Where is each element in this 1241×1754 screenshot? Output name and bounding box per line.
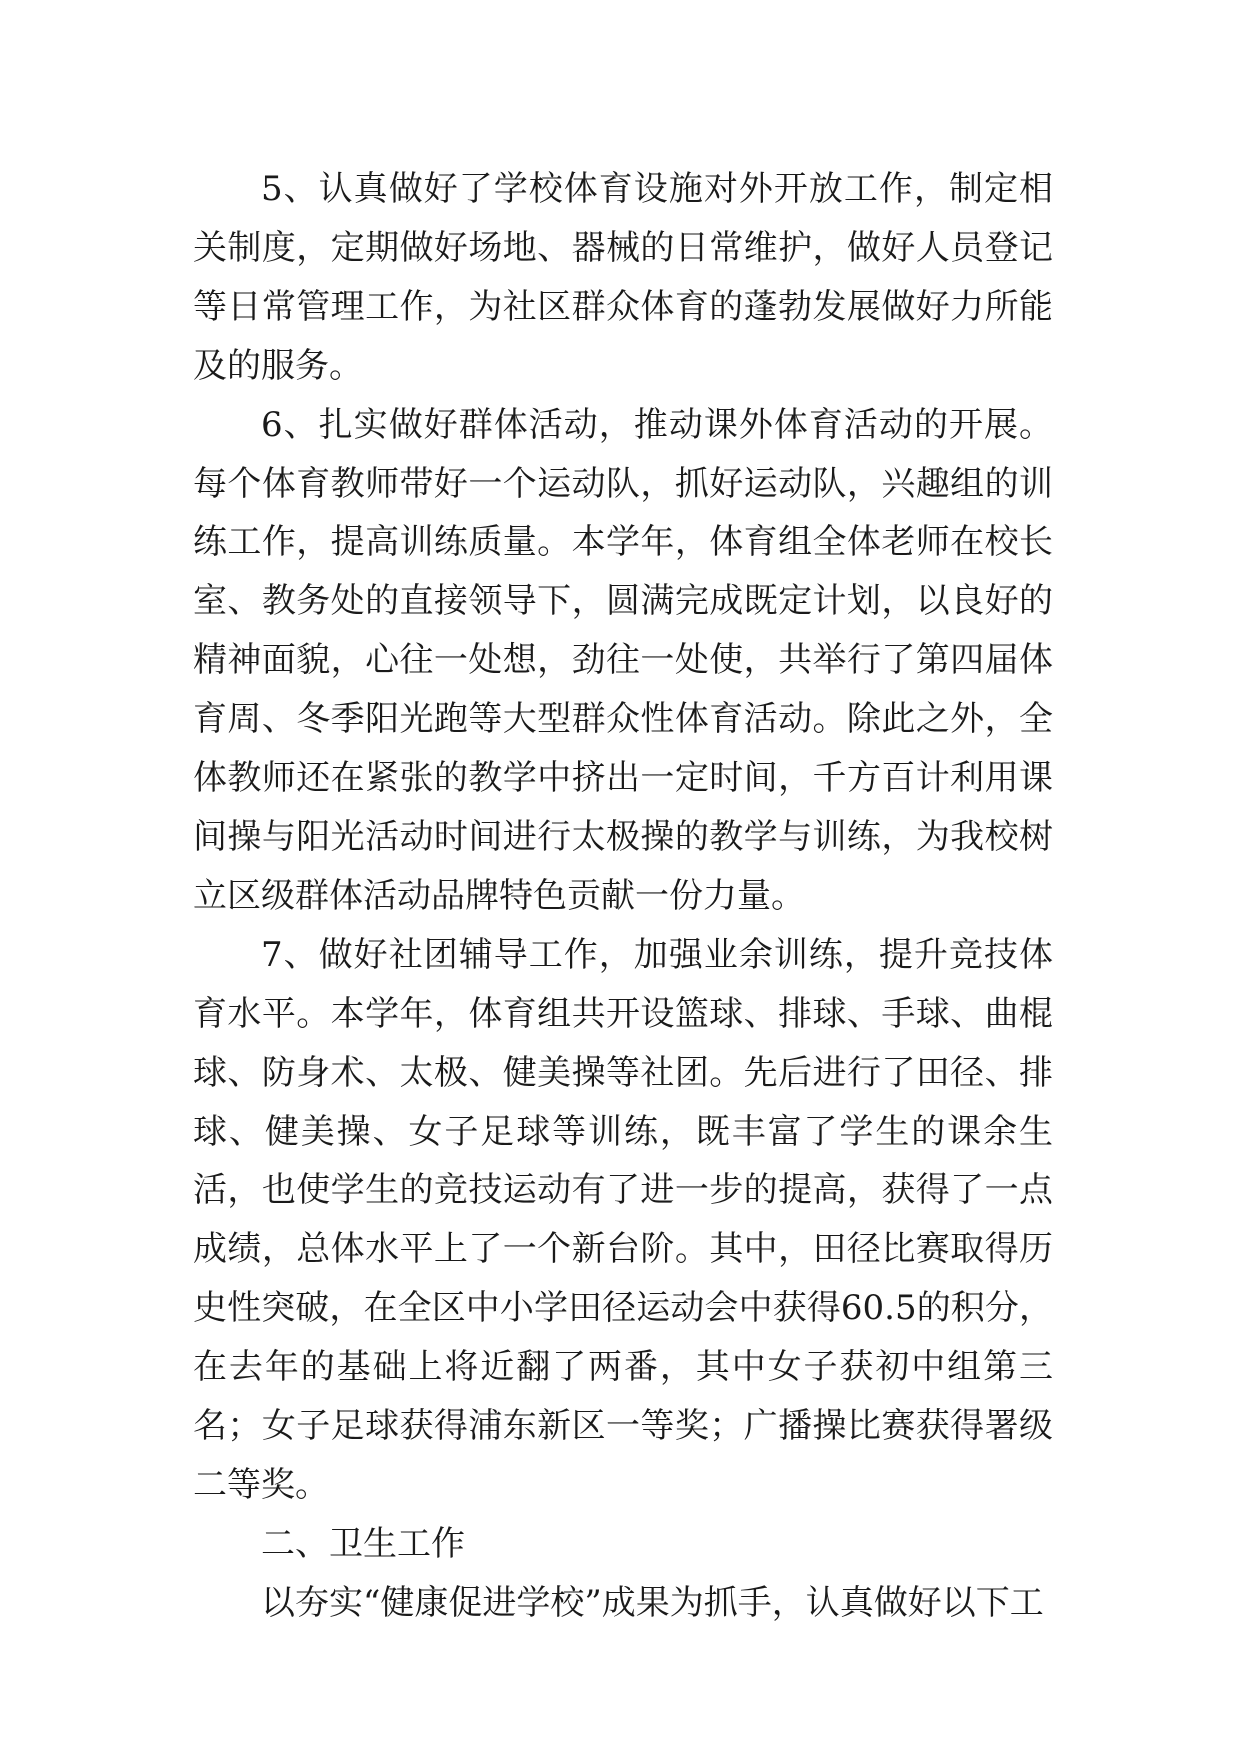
paragraph-item-6: 6、扎实做好群体活动，推动课外体育活动的开展。每个体育教师带好一个运动队，抓好运动队，兴趣组的训练工作，提高训练质量。本学年，体育组全体老师在校长室、教务处的直接领导下，圆满完成既定计划，以良好的精神面貌，心往一处想，劲往一处使，共举行了第四届体育周、冬季阳光跑等大型群众性体育活动。除此之外，全体教师还在紧张的教学中挤出一定时间，千方百计利用课间操与阳光活动时间进行太极操的教学与训练，为我校树立区级群体活动品牌特色贡献一份力量。 [193, 404, 1053, 916]
paragraph-item-7: 7、做好社团辅导工作，加强业余训练，提升竞技体育水平。本学年，体育组共开设篮球、排球、手球、曲棍球、防身术、太极、健美操等社团。先后进行了田径、排球、健美操、女子足球等训练，既丰富了学生的课余生活，也使学生的竞技运动有了进一步的提高，获得了一点成绩，总体水平上了一个新台阶。其中，田径比赛取得历史性突破，在全区中小学田径运动会中获得60.5的积分，在去年的基础上将近翻了两番，其中女子获初中组第三名；女子足球获得浦东新区一等奖；广播操比赛获得署级二等奖。 [193, 934, 1053, 1505]
body-text [193, 160, 1053, 1633]
paragraph-item-5: 5、认真做好了学校体育设施对外开放工作，制定相关制度，定期做好场地、器械的日常维护，做好人员登记等日常管理工作，为社区群众体育的蓬勃发展做好力所能及的服务。 [193, 169, 1053, 386]
paragraph-hygiene-intro: 以夯实“健康促进学校”成果为抓手，认真做好以下工 [261, 1582, 1044, 1623]
section-heading-hygiene: 二、卫生工作 [261, 1523, 465, 1564]
